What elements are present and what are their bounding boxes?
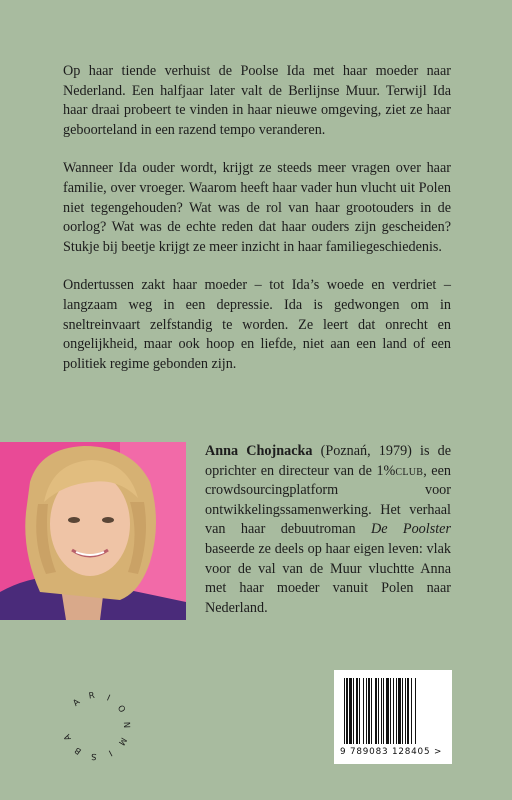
svg-text:A: A bbox=[62, 732, 74, 742]
bio-text-part-3: baseerde ze deels op haar eigen leven: vlak voor de val van de Muur vluchtte Anna met haar moeder vanuit Polen naar Nederland. bbox=[205, 540, 451, 616]
barcode-bar bbox=[371, 678, 372, 744]
barcode-bar bbox=[393, 678, 394, 744]
svg-text:O: O bbox=[114, 703, 127, 715]
back-cover-blurb bbox=[63, 62, 451, 393]
barcode-bar bbox=[386, 678, 389, 744]
svg-text:A: A bbox=[71, 697, 83, 709]
blurb-paragraph-1: Op haar tiende verhuist de Poolse Ida met haar moeder naar Nederland. Een halfjaar later valt de Berlijnse Muur. Terwijl Ida haar draai probeert te vinden in haar nieuwe omgeving, ziet ze haar geboorteland in een razend tempo veranderen. bbox=[63, 63, 451, 138]
author-photo bbox=[0, 442, 186, 620]
barcode-bar bbox=[390, 678, 391, 744]
barcode-bar bbox=[368, 678, 370, 744]
barcode-bar bbox=[402, 678, 403, 744]
svg-text:I: I bbox=[106, 747, 114, 758]
barcode-bar bbox=[407, 678, 409, 744]
isbn-barcode bbox=[334, 670, 452, 764]
bio-text-part-1: (Poznań, 1979) is de oprichter en directeur van de 1% bbox=[205, 443, 451, 479]
author-portrait-image bbox=[0, 442, 186, 620]
svg-text:R: R bbox=[88, 690, 96, 702]
author-name: Anna Chojnacka bbox=[205, 443, 313, 459]
bio-club-name: club bbox=[395, 462, 424, 479]
svg-text:N: N bbox=[120, 721, 132, 729]
barcode-bar bbox=[405, 678, 406, 744]
svg-text:S: S bbox=[90, 750, 97, 762]
barcode-bar bbox=[396, 678, 397, 744]
barcode-bar bbox=[383, 678, 384, 744]
svg-text:I: I bbox=[105, 693, 112, 704]
publisher-logo bbox=[56, 686, 136, 766]
bio-text-part-2: , een crowdsourcingplatform voor ontwikkelingssamenwerking. Het verhaal van haar debuutroman bbox=[205, 462, 451, 538]
book-title: De Poolster bbox=[370, 521, 451, 538]
author-bio bbox=[205, 442, 451, 618]
barcode-bar bbox=[411, 678, 412, 744]
isbn-number: 9 789083 128405 > bbox=[340, 747, 443, 757]
barcode-bar bbox=[375, 678, 377, 744]
barcode-bar bbox=[398, 678, 401, 744]
barcode-bars bbox=[344, 678, 442, 746]
barcode-bar bbox=[356, 678, 358, 744]
barcode-bar bbox=[415, 678, 416, 744]
barcode-bar bbox=[363, 678, 364, 744]
barcode-bar bbox=[346, 678, 348, 744]
svg-text:B: B bbox=[73, 744, 84, 757]
blurb-paragraph-3: Ondertussen zakt haar moeder – tot Ida’s woede en verdriet – langzaam weg in een depressie. Ida is gedwongen om in sneltreinvaart zelfstandig te worden. Ze leert dat onrecht en ongelijkheid, maar ook hoop en liefde, niet aan een land of een politiek regime gebonden zijn. bbox=[63, 277, 451, 372]
barcode-bar bbox=[344, 678, 345, 744]
barcode-bar bbox=[381, 678, 382, 744]
blurb-paragraph-2: Wanneer Ida ouder wordt, krijgt ze steeds meer vragen over haar familie, over vroeger. Waarom heeft haar vader hun vlucht uit Polen niet tegengehouden? Wat was de rol van haar grootouders in de oorlog? Wat was de echte reden dat haar ouders zijn gescheiden? Stukje bij beetje krijgt ze meer inzicht in haar familiegeschiedenis. bbox=[63, 160, 451, 255]
barcode-bar bbox=[349, 678, 352, 744]
svg-text:M: M bbox=[115, 735, 129, 747]
barcode-bar bbox=[359, 678, 360, 744]
barcode-bar bbox=[366, 678, 367, 744]
barcode-bar bbox=[378, 678, 379, 744]
barcode-bar bbox=[353, 678, 354, 744]
